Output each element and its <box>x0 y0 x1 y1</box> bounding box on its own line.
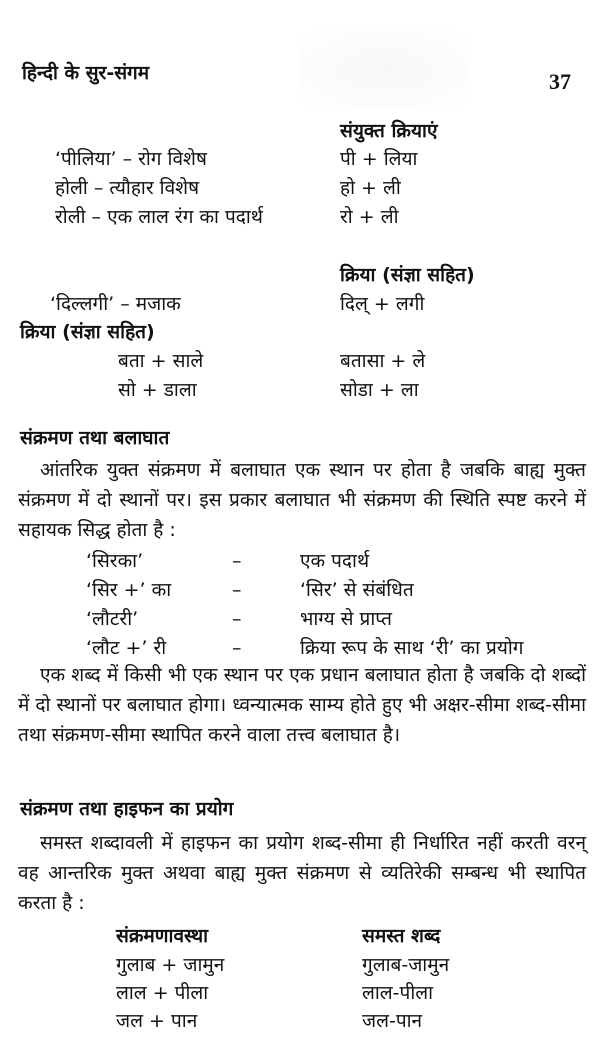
example-left-2: होली – त्यौहार विशेष <box>55 177 200 199</box>
paragraph-text: समस्त शब्दावली में हाइफन का प्रयोग शब्द-सीमा ही निर्धारित नहीं करती वरन् वह आन्तरिक मुक्त अथवा बाह्य मुक्त संक्रमण से व्यतिरेकी सम्बन्ध भी स्थापित करता है : <box>18 832 586 914</box>
example-right-4: दिल् + लगी <box>340 293 425 315</box>
example-right-3: रो + ली <box>340 206 399 228</box>
hyphen-example-left-1: गुलाब + जामुन <box>116 954 225 976</box>
hyphen-example-left-3: जल + पान <box>116 1010 198 1032</box>
example-left-5: बता + साले <box>118 350 204 372</box>
stress-example-meaning-2: ‘सिर’ से संबंधित <box>300 579 414 601</box>
hyphen-example-right-3: जल-पान <box>362 1010 423 1032</box>
stress-example-dash-4: – <box>232 637 242 659</box>
stress-example-dash-2: – <box>232 579 242 601</box>
stress-example-dash-3: – <box>232 608 242 630</box>
example-left-3: रोली – एक लाल रंग का पदार्थ <box>55 206 263 228</box>
example-left-4: ‘दिल्लगी’ – मजाक <box>50 293 181 315</box>
compound-verbs-column-heading: संयुक्त क्रियाएं <box>340 120 438 142</box>
running-header-title: हिन्दी के सुर-संगम <box>22 62 150 84</box>
example-left-1: ‘पीलिया’ – रोग विशेष <box>55 148 207 170</box>
stress-example-meaning-1: एक पदार्थ <box>300 550 370 572</box>
stress-example-word-4: ‘लौट +’ री <box>86 637 167 659</box>
stress-example-word-3: ‘लौटरी’ <box>86 608 139 630</box>
paragraph-text: एक शब्द में किसी भी एक स्थान पर एक प्रधान बलाघात होता है जबकि दो शब्दों में दो स्थानों पर बलाघात होगा। ध्वन्यात्मक साम्य होते हुए भी अक्षर-सीमा शब्द-सीमा तथा संक्रमण-सीमा स्थापित करने वाला तत्त्व बलाघात है। <box>18 664 586 746</box>
hyphen-example-left-2: लाल + पीला <box>116 982 209 1004</box>
hyphen-example-right-1: गुलाब-जामुन <box>362 954 450 976</box>
section-heading-transition-stress: संक्रमण तथा बलाघात <box>20 427 170 449</box>
stress-example-word-2: ‘सिर +’ का <box>86 579 172 601</box>
stress-example-meaning-3: भाग्य से प्राप्त <box>300 608 392 630</box>
section2-paragraph <box>18 828 586 918</box>
hyphen-example-right-2: लाल-पीला <box>362 982 434 1004</box>
paper-stain <box>300 30 470 110</box>
section1-paragraph-2 <box>18 660 586 750</box>
example-right-6: सोडा + ला <box>340 379 419 401</box>
section1-paragraph-1 <box>18 455 586 545</box>
stress-example-word-1: ‘सिरका’ <box>86 550 144 572</box>
example-left-6: सो + डाला <box>118 379 197 401</box>
page-number: 37 <box>549 69 571 94</box>
column-heading-compound-word: समस्त शब्द <box>362 925 441 947</box>
example-right-1: पी + लिया <box>340 148 418 170</box>
stress-example-dash-1: – <box>232 550 242 572</box>
verb-with-noun-heading-right: क्रिया (संज्ञा सहित) <box>340 264 475 286</box>
section-heading-transition-hyphen: संक्रमण तथा हाइफन का प्रयोग <box>20 798 234 820</box>
stress-example-meaning-4: क्रिया रूप के साथ ‘री’ का प्रयोग <box>300 637 524 659</box>
column-heading-transition-state: संक्रमणावस्था <box>116 925 209 947</box>
verb-with-noun-heading-left: क्रिया (संज्ञा सहित) <box>20 321 155 343</box>
example-right-5: बतासा + ले <box>340 350 426 372</box>
example-right-2: हो + ली <box>340 177 401 199</box>
paragraph-text: आंतरिक युक्त संक्रमण में बलाघात एक स्थान पर होता है जबकि बाह्य मुक्त संक्रमण में दो स्थानों पर। इस प्रकार बलाघात भी संक्रमण की स्थिति स्पष्ट करने में सहायक सिद्ध होता है : <box>18 459 586 541</box>
